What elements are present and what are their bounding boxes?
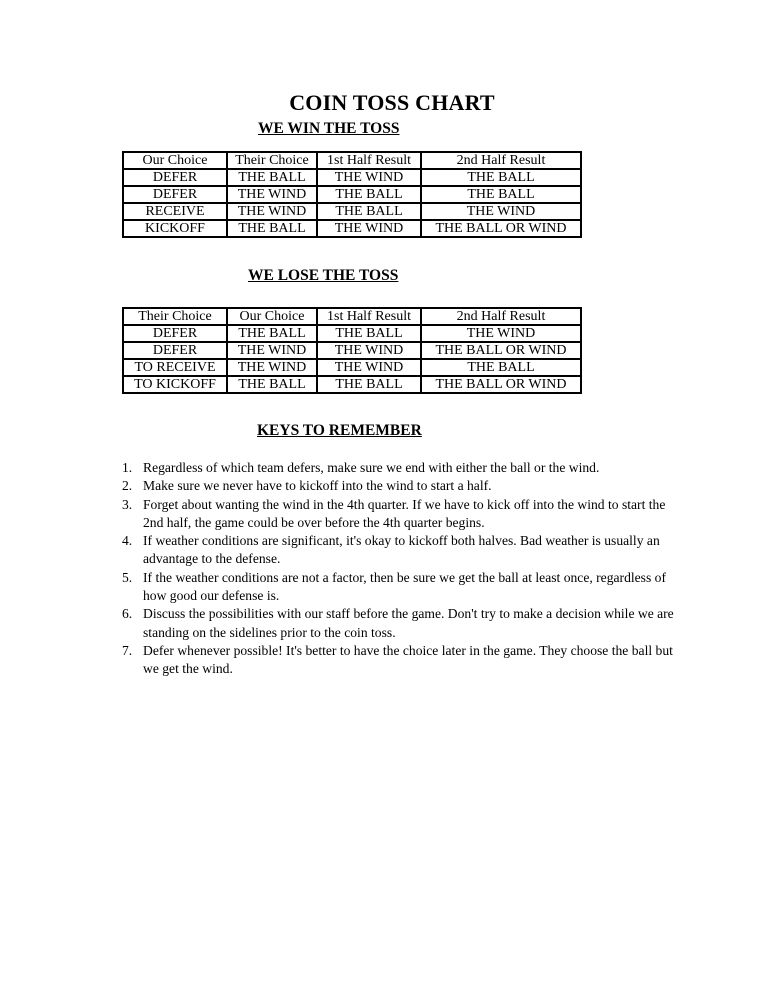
- table-header-row: [123, 308, 581, 325]
- item-text: Discuss the possibilities with our staff before the game. Don't try to make a decision while we are standing on the sidelines prior to the coin toss.: [143, 606, 674, 640]
- item-number: 7.: [122, 642, 133, 658]
- table-cell: THE WIND: [317, 169, 421, 186]
- table-cell: THE BALL: [227, 220, 317, 237]
- item-number: 1.: [122, 460, 133, 475]
- item-number: 5.: [122, 569, 133, 585]
- header-cell: 1st Half Result: [317, 308, 421, 325]
- win-toss-table: [122, 151, 582, 238]
- table-row: [123, 376, 581, 393]
- header-cell: 1st Half Result: [317, 152, 421, 169]
- table-cell: THE BALL: [227, 169, 317, 186]
- table-cell: THE WIND: [317, 342, 421, 359]
- header-cell: Their Choice: [123, 308, 227, 325]
- table-cell: DEFER: [123, 342, 227, 359]
- page-title: COIN TOSS CHART: [289, 90, 495, 115]
- table-row: [123, 186, 581, 203]
- lose-toss-heading: WE LOSE THE TOSS: [248, 267, 399, 284]
- item-number: 6.: [122, 606, 133, 622]
- item-text: Regardless of which team defers, make sure we end with either the ball or the wind.: [143, 460, 600, 475]
- header-cell: Our Choice: [123, 152, 227, 169]
- table-row: [123, 203, 581, 220]
- table-cell: DEFER: [123, 169, 227, 186]
- list-item: [122, 459, 682, 477]
- table-cell: THE WIND: [227, 359, 317, 376]
- table-cell: THE WIND: [227, 203, 317, 220]
- table-cell: THE WIND: [227, 342, 317, 359]
- keys-list: [122, 459, 682, 679]
- table-cell: DEFER: [123, 186, 227, 203]
- item-number: 3.: [122, 496, 133, 512]
- table-cell: THE BALL: [421, 169, 581, 186]
- keys-heading: KEYS TO REMEMBER: [257, 422, 422, 439]
- table-cell: THE WIND: [227, 186, 317, 203]
- win-toss-heading: WE WIN THE TOSS: [258, 120, 400, 137]
- table-cell: THE WIND: [421, 203, 581, 220]
- list-item: [122, 642, 682, 679]
- table-cell: KICKOFF: [123, 220, 227, 237]
- list-item: [122, 477, 682, 495]
- item-text: Defer whenever possible! It's better to have the choice later in the game. They choose the ball but we get the wind.: [143, 642, 673, 677]
- table-row: [123, 220, 581, 237]
- list-item: [122, 496, 682, 533]
- table-cell: THE BALL: [317, 376, 421, 393]
- table-row: [123, 325, 581, 342]
- table-cell: RECEIVE: [123, 203, 227, 220]
- item-number: 4.: [122, 533, 133, 549]
- item-text: Make sure we never have to kickoff into the wind to start a half.: [143, 478, 492, 494]
- table-cell: THE BALL: [421, 186, 581, 203]
- item-text: If the weather conditions are not a factor, then be sure we get the ball at least once, regardless of how good our defense is.: [143, 569, 666, 604]
- table-header-row: [123, 152, 581, 169]
- table-cell: THE BALL: [227, 376, 317, 393]
- item-text: Forget about wanting the wind in the 4th quarter. If we have to kick off into the wind to start the 2nd half, the game could be over before the 4th quarter begins.: [143, 496, 666, 530]
- header-cell: Our Choice: [227, 308, 317, 325]
- table-cell: THE WIND: [317, 359, 421, 376]
- list-item: [122, 605, 682, 642]
- table-cell: THE WIND: [421, 325, 581, 342]
- header-cell: 2nd Half Result: [421, 152, 581, 169]
- item-number: 2.: [122, 478, 133, 494]
- table-cell: THE BALL: [317, 203, 421, 220]
- header-cell: 2nd Half Result: [421, 308, 581, 325]
- list-item: [122, 569, 682, 606]
- table-cell: THE BALL: [421, 359, 581, 376]
- lose-toss-table: [122, 307, 582, 394]
- table-row: [123, 169, 581, 186]
- table-cell: THE BALL: [317, 186, 421, 203]
- table-cell: THE BALL: [317, 325, 421, 342]
- table-cell: THE BALL OR WIND: [421, 376, 581, 393]
- table-row: [123, 342, 581, 359]
- table-cell: TO KICKOFF: [123, 376, 227, 393]
- table-cell: THE WIND: [317, 220, 421, 237]
- table-cell: TO RECEIVE: [123, 359, 227, 376]
- list-item: [122, 532, 682, 569]
- table-cell: THE BALL OR WIND: [421, 342, 581, 359]
- table-row: [123, 359, 581, 376]
- table-cell: THE BALL OR WIND: [421, 220, 581, 237]
- header-cell: Their Choice: [227, 152, 317, 169]
- item-text: If weather conditions are significant, it's okay to kickoff both halves. Bad weather is usually an advantage to the defense.: [143, 533, 660, 567]
- table-cell: THE BALL: [227, 325, 317, 342]
- table-cell: DEFER: [123, 325, 227, 342]
